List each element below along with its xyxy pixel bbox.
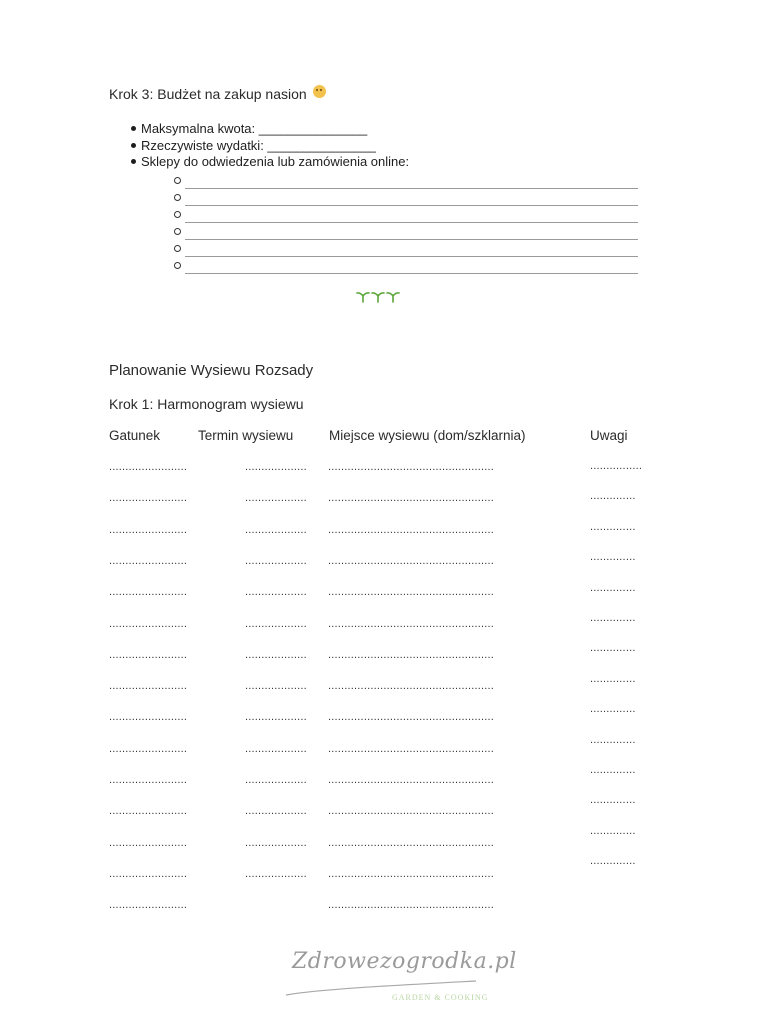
gatunek-entry[interactable]: ........................	[109, 680, 188, 693]
gatunek-entry[interactable]: ........................	[109, 617, 188, 630]
miejsce-entry[interactable]: ...................................................	[328, 899, 495, 912]
brand-logo	[280, 945, 517, 1010]
shop-entry-line[interactable]	[185, 273, 638, 274]
termin-entry[interactable]: ...................	[245, 461, 307, 473]
bullet-dot-icon	[131, 126, 136, 131]
uwagi-entry[interactable]: ..............	[590, 612, 636, 624]
miejsce-entry[interactable]: ...................................................	[328, 648, 495, 661]
uwagi-entry[interactable]: ..............	[590, 551, 636, 564]
column-header-miejsce: Miejsce wysiewu (dom/szklarnia)	[329, 428, 526, 443]
miejsce-entry[interactable]: ...................................................	[328, 836, 495, 849]
gatunek-entry[interactable]: ........................	[109, 742, 188, 755]
section-title: Planowanie Wysiewu Rozsady	[109, 362, 314, 379]
sub-bullet-circle-icon	[174, 228, 181, 235]
gatunek-entry[interactable]: ........................	[109, 867, 188, 880]
termin-entry[interactable]: ...................	[245, 586, 307, 599]
termin-entry[interactable]: ...................	[245, 492, 307, 505]
termin-entry[interactable]: ...................	[245, 523, 307, 536]
uwagi-entry[interactable]: ..............	[590, 733, 636, 746]
gatunek-entry[interactable]: ........................	[109, 523, 188, 536]
bullet-dot-icon	[131, 143, 136, 148]
uwagi-entry[interactable]: ..............	[590, 855, 636, 868]
bullet-actual-spend: Rzeczywiste wydatki: _______________	[141, 137, 376, 153]
sub-bullet-circle-icon	[174, 211, 181, 218]
column-header-uwagi: Uwagi	[590, 428, 628, 443]
shop-entry-line[interactable]	[185, 188, 638, 189]
miejsce-entry[interactable]: ...................................................	[328, 680, 495, 693]
sub-bullet-circle-icon	[174, 194, 181, 201]
uwagi-entry[interactable]: ................	[590, 460, 643, 472]
gatunek-entry[interactable]: ........................	[109, 899, 188, 912]
miejsce-entry[interactable]: ...................................................	[328, 805, 495, 818]
bullet-item	[131, 138, 409, 155]
gatunek-entry[interactable]: ........................	[109, 711, 188, 724]
termin-entry[interactable]: ...................	[245, 554, 307, 567]
miejsce-entry[interactable]: ...................................................	[328, 492, 495, 505]
gatunek-entry[interactable]: ........................	[109, 554, 188, 567]
termin-entry[interactable]: ...................	[245, 680, 307, 693]
miejsce-entry[interactable]: ...................................................	[328, 523, 495, 536]
step3-title	[109, 86, 326, 102]
gatunek-entry[interactable]: ........................	[109, 805, 188, 818]
thinking-face-icon	[313, 85, 326, 98]
bullet-shops: Sklepy do odwiedzenia lub zamówienia online:	[141, 154, 410, 169]
bullet-dot-icon	[131, 159, 136, 164]
miejsce-entry[interactable]: ...................................................	[328, 461, 495, 473]
miejsce-entry[interactable]: ...................................................	[328, 711, 495, 724]
uwagi-entry[interactable]: ..............	[590, 490, 636, 503]
gatunek-entry[interactable]: ........................	[109, 774, 188, 786]
bullet-item	[131, 154, 409, 171]
termin-entry[interactable]: ...................	[245, 711, 307, 724]
budget-bullet-list	[131, 121, 409, 171]
termin-entry[interactable]: ...................	[245, 617, 307, 630]
step3-title-text: Krok 3: Budżet na zakup nasion	[109, 86, 307, 102]
termin-entry[interactable]: ...................	[245, 648, 307, 661]
gatunek-entry[interactable]: ........................	[109, 461, 188, 473]
uwagi-entry[interactable]: ..............	[590, 824, 636, 837]
gatunek-entry[interactable]: ........................	[109, 586, 188, 599]
uwagi-entry[interactable]: ..............	[590, 581, 636, 594]
sub-bullet-circle-icon	[174, 177, 181, 184]
miejsce-entry[interactable]: ...................................................	[328, 774, 495, 786]
bullet-max-amount: Maksymalna kwota: _______________	[141, 121, 368, 136]
miejsce-entry[interactable]: ...................................................	[328, 867, 495, 880]
column-header-termin: Termin wysiewu	[198, 428, 294, 443]
shop-entry-line[interactable]	[185, 222, 638, 223]
termin-entry[interactable]: ...................	[245, 742, 307, 755]
logo-text: Zdrowezogrodka.pl	[292, 949, 517, 974]
gatunek-entry[interactable]: ........................	[109, 648, 188, 661]
sub-bullet-circle-icon	[174, 262, 181, 269]
termin-entry[interactable]: ...................	[245, 867, 307, 880]
logo-subtitle: GARDEN & COOKING	[392, 993, 489, 1002]
termin-entry[interactable]: ...................	[245, 774, 307, 786]
shop-entry-line[interactable]	[185, 256, 638, 257]
uwagi-entry[interactable]: ..............	[590, 794, 636, 807]
uwagi-entry[interactable]: ..............	[590, 703, 636, 716]
uwagi-entry[interactable]: ..............	[590, 520, 636, 533]
bullet-item	[131, 121, 409, 138]
shop-entry-line[interactable]	[185, 239, 638, 240]
miejsce-entry[interactable]: ...................................................	[328, 617, 495, 630]
miejsce-entry[interactable]: ...................................................	[328, 742, 495, 755]
sprouts-icon	[356, 288, 400, 304]
uwagi-entry[interactable]: ..............	[590, 764, 636, 776]
gatunek-entry[interactable]: ........................	[109, 492, 188, 505]
miejsce-entry[interactable]: ...................................................	[328, 554, 495, 567]
step1-title: Krok 1: Harmonogram wysiewu	[109, 396, 304, 412]
uwagi-entry[interactable]: ..............	[590, 672, 636, 685]
miejsce-entry[interactable]: ...................................................	[328, 586, 495, 599]
column-header-gatunek: Gatunek	[109, 428, 161, 443]
sub-bullet-circle-icon	[174, 245, 181, 252]
shop-entry-line[interactable]	[185, 205, 638, 206]
termin-entry[interactable]: ...................	[245, 805, 307, 818]
uwagi-entry[interactable]: ..............	[590, 642, 636, 655]
gatunek-entry[interactable]: ........................	[109, 836, 188, 849]
termin-entry[interactable]: ...................	[245, 836, 307, 849]
